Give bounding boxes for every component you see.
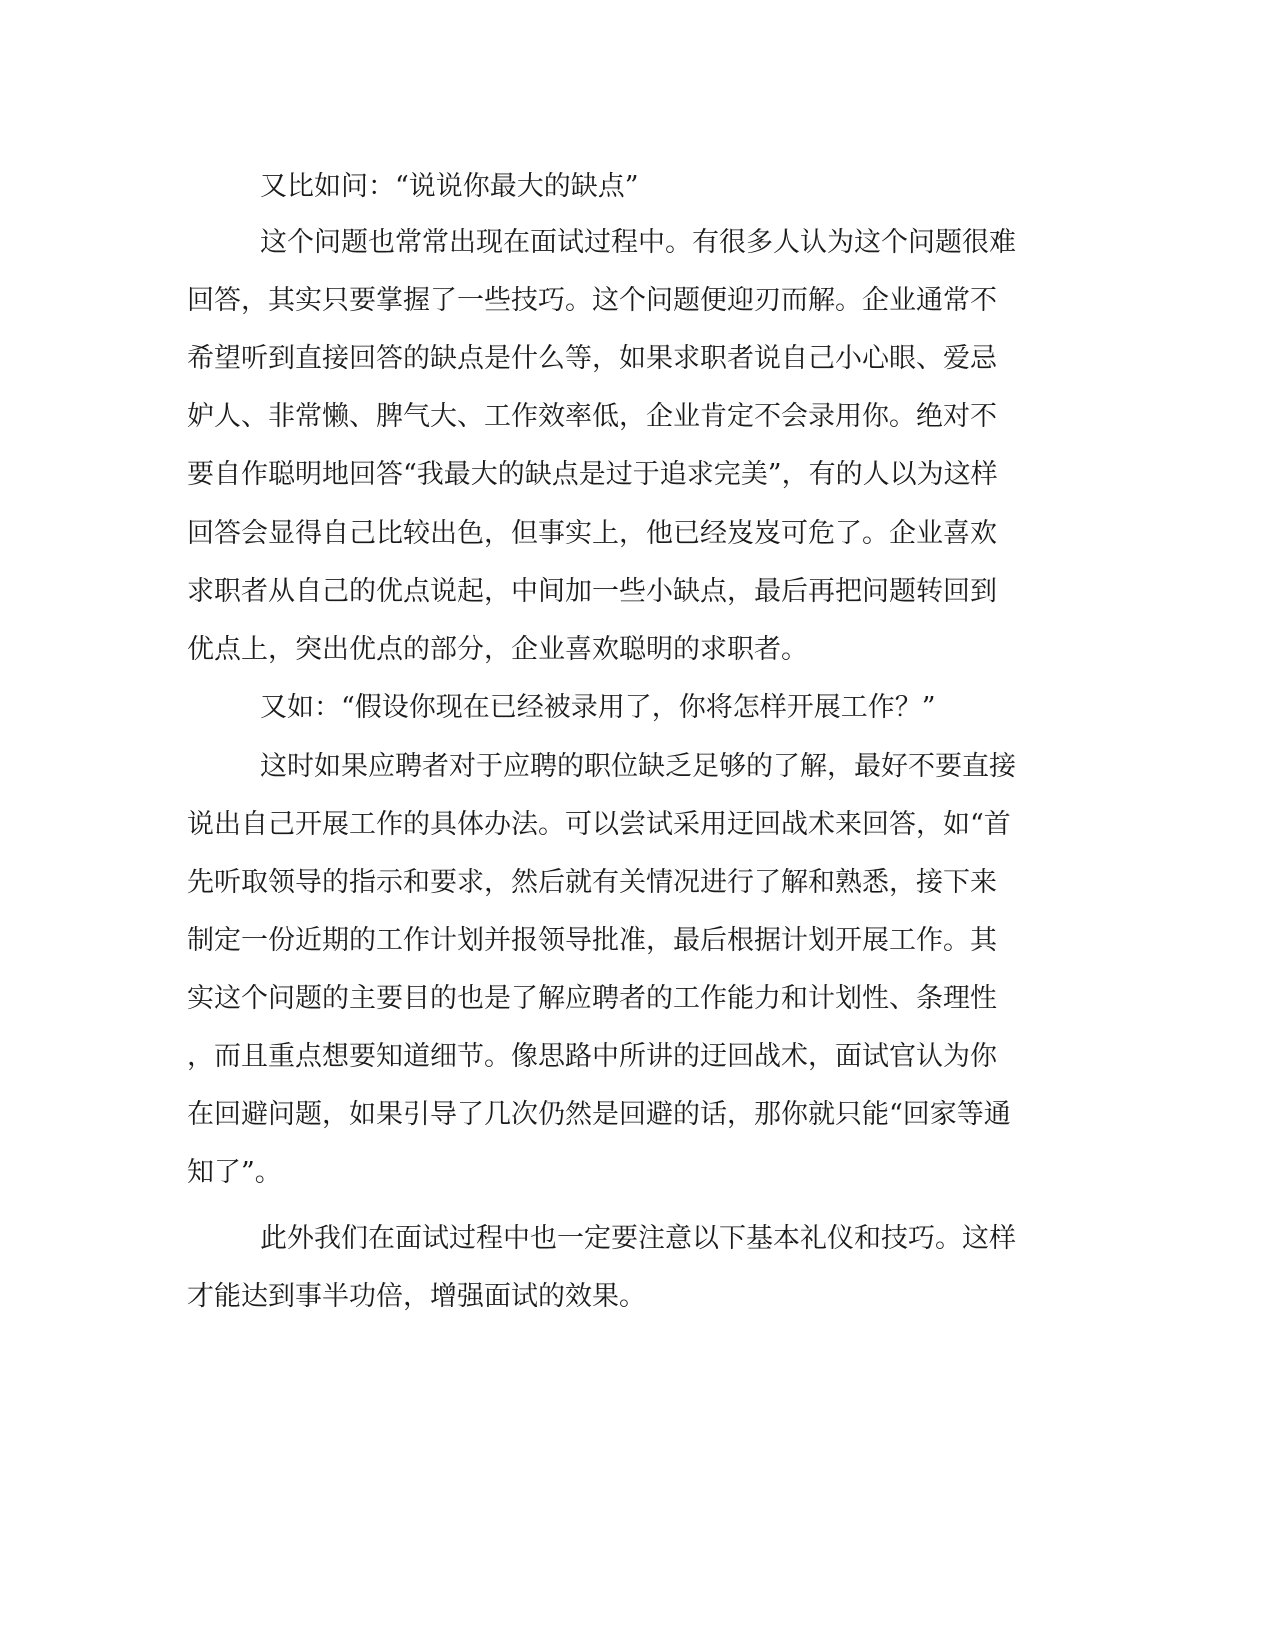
- question-heading: 又比如问：“说说你最大的缺点”: [260, 171, 639, 202]
- paragraph-line: 先听取领导的指示和要求，然后就有关情况进行了解和熟悉，接下来: [187, 867, 997, 898]
- paragraph-line: 回答会显得自己比较出色，但事实上，他已经岌岌可危了。企业喜欢: [187, 518, 997, 549]
- paragraph-line: 说出自己开展工作的具体办法。可以尝试采用迂回战术来回答，如“首: [187, 809, 1011, 840]
- paragraph-line: 实这个问题的主要目的也是了解应聘者的工作能力和计划性、条理性: [187, 983, 997, 1014]
- paragraph-line: 此外我们在面试过程中也一定要注意以下基本礼仪和技巧。这样: [260, 1223, 1016, 1254]
- paragraph-line: 知了”。: [187, 1157, 282, 1188]
- paragraph-line: 才能达到事半功倍，增强面试的效果。: [187, 1281, 646, 1312]
- paragraph-line: 回答，其实只要掌握了一些技巧。这个问题便迎刃而解。企业通常不: [187, 285, 997, 316]
- paragraph-line: 制定一份近期的工作计划并报领导批准，最后根据计划开展工作。其: [187, 925, 997, 956]
- question-heading: 又如：“假设你现在已经被录用了，你将怎样开展工作？”: [260, 692, 936, 723]
- paragraph-line: 这个问题也常常出现在面试过程中。有很多人认为这个问题很难: [260, 227, 1016, 258]
- paragraph-line: ，而且重点想要知道细节。像思路中所讲的迂回战术，面试官认为你: [187, 1041, 997, 1072]
- paragraph-line: 求职者从自己的优点说起，中间加一些小缺点，最后再把问题转回到: [187, 576, 997, 607]
- paragraph-line: 要自作聪明地回答“我最大的缺点是过于追求完美”，有的人以为这样: [187, 459, 998, 490]
- paragraph-line: 妒人、非常懒、脾气大、工作效率低，企业肯定不会录用你。绝对不: [187, 401, 997, 432]
- paragraph-line: 希望听到直接回答的缺点是什么等，如果求职者说自己小心眼、爱忌: [187, 343, 997, 374]
- paragraph-line: 优点上，突出优点的部分，企业喜欢聪明的求职者。: [187, 634, 808, 665]
- paragraph-line: 在回避问题，如果引导了几次仍然是回避的话，那你就只能“回家等通: [187, 1099, 1011, 1130]
- paragraph-line: 这时如果应聘者对于应聘的职位缺乏足够的了解，最好不要直接: [260, 751, 1016, 782]
